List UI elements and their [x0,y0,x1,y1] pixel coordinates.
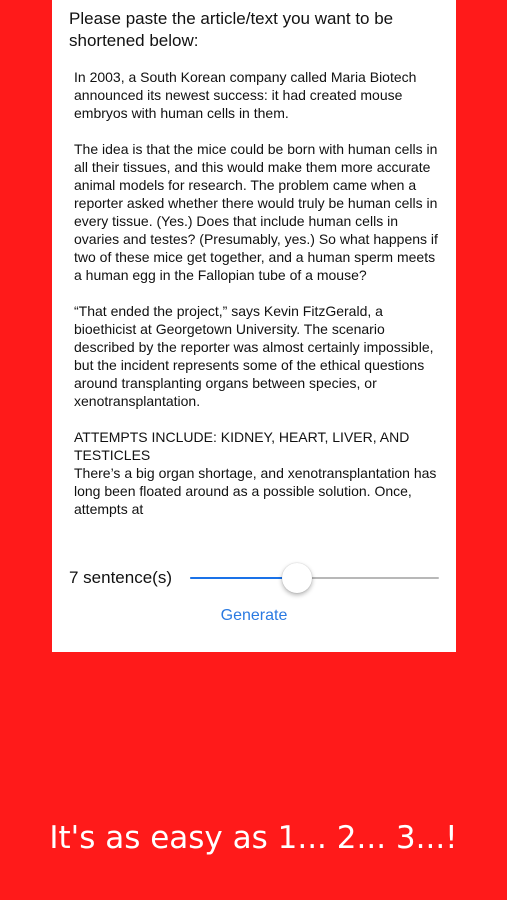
article-paragraph: “That ended the project,” says Kevin FitzGerald, a bioethicist at Georgetown University. The scenario described by the reporter was almost certainly impossible, but the incident represents some of the ethical questions around transplanting organs between species, or xenotransplantation. [74,303,434,409]
article-text-area[interactable] [74,68,438,554]
article-paragraph: The idea is that the mice could be born with human cells in all their tissues, and this would make them more accurate animal models for research. The problem came when a reporter asked whether there would truly be human cells in every tissue. (Yes.) Does that include human cells in ovaries and testes? (Presumably, yes.) So what happens if two of these mice get together, and a human sperm meets a human egg in the Fallopian tube of a mouse? [74,141,438,283]
generate-button[interactable]: Generate [52,605,456,627]
sentence-count-slider[interactable] [190,577,439,579]
article-paragraph: In 2003, a South Korean company called Maria Biotech announced its newest success: it had created mouse embryos with human cells in them. [74,69,417,121]
slider-fill [190,577,297,579]
input-card [52,0,456,652]
prompt-heading: Please paste the article/text you want to be shortened below: [69,9,394,50]
sentence-count-control [69,562,443,594]
article-paragraph: ATTEMPTS INCLUDE: KIDNEY, HEART, LIVER, AND TESTICLES There’s a big organ shortage, and xenotransplantation has long been floated around as a possible solution. Once, attempts at [74,429,437,517]
slider-thumb[interactable] [282,563,312,593]
tagline: It's as easy as 1... 2... 3...! [49,820,458,856]
sentence-count-label: 7 sentence(s) [69,568,172,587]
